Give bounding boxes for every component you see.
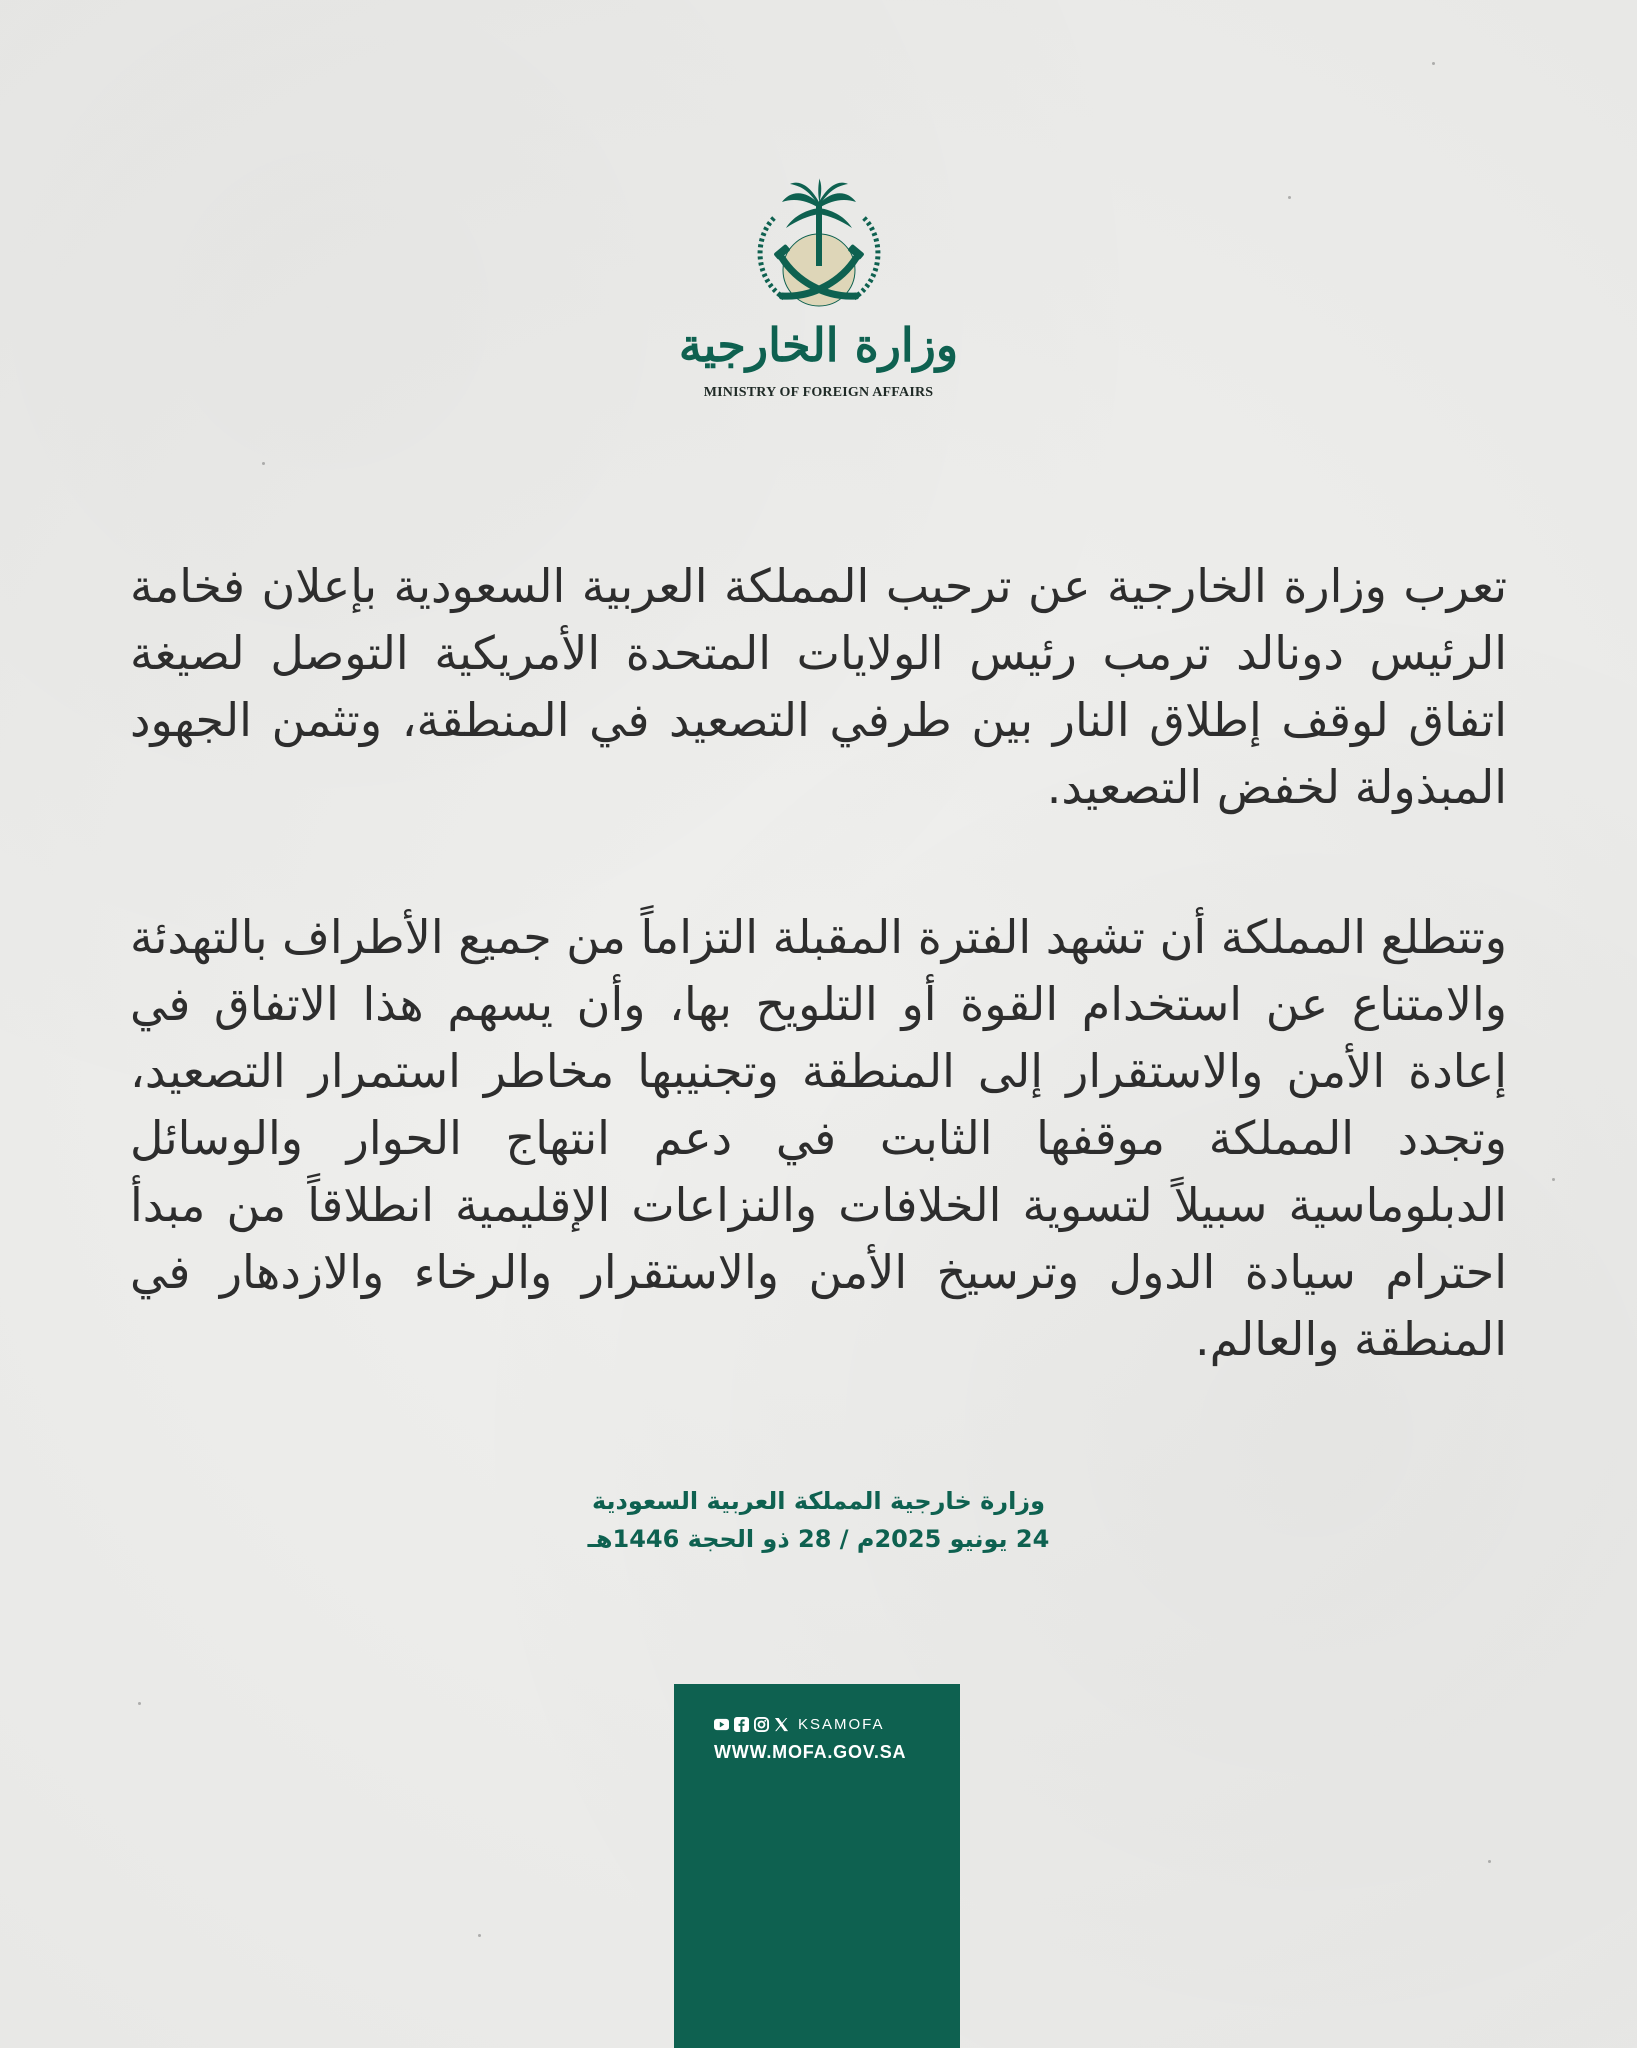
x-icon[interactable] [774,1717,789,1732]
paper-speck [478,1934,481,1937]
saudi-emblem-icon [734,178,904,328]
social-links [714,1716,885,1733]
paper-speck [1432,62,1435,65]
website-link[interactable]: WWW.MOFA.GOV.SA [714,1742,907,1762]
social-handle[interactable]: KSAMOFA [798,1716,885,1733]
signature-issuer: وزارة خارجية المملكة العربية السعودية [591,1487,1046,1515]
paper-speck [138,1702,141,1705]
footer-panel [674,1684,960,2048]
instagram-icon[interactable] [754,1717,769,1732]
statement-paragraph-2: وتتطلع المملكة أن تشهد الفترة المقبلة التزاماً من جميع الأطراف بالتهدئة والامتناع عن استخدام القوة أو التلويح بها، وأن يسهم هذا الاتفاق في إعادة الأمن والاستقرار إلى المنطقة وتجنيبها مخاطر استمرار التصعيد، وتجدد المملكة موقفها الثابت في دعم انتهاج الحوار والوسائل الدبلوماسية سبيلاً لتسوية الخلافات والنزاعات الإقليمية انطلاقاً من مبدأ احترام سيادة الدول وترسيخ الأمن والاستقرار والرخاء والازدهار في المنطقة والعالم. [130,910,1507,1366]
facebook-icon[interactable] [734,1717,749,1732]
ministry-name-english: MINISTRY OF FOREIGN AFFAIRS [703,385,934,400]
youtube-icon[interactable] [714,1717,729,1732]
paper-speck [262,462,265,465]
signature-date: 24 يونيو 2025م / 28 ذو الحجة 1446هـ [587,1525,1050,1553]
ministry-name-arabic: وزارة الخارجية [678,318,959,372]
paper-speck [1488,1860,1491,1863]
statement-paragraph-1: تعرب وزارة الخارجية عن ترحيب المملكة العربية السعودية بإعلان فخامة الرئيس دونالد ترمب رئيس الولايات المتحدة الأمريكية التوصل لصيغة اتفاق لوقف إطلاق النار بين طرفي التصعيد في المنطقة، وتثمن الجهود المبذولة لخفض التصعيد. [130,559,1507,814]
paper-speck [1552,1178,1555,1181]
paper-speck [1288,196,1291,199]
